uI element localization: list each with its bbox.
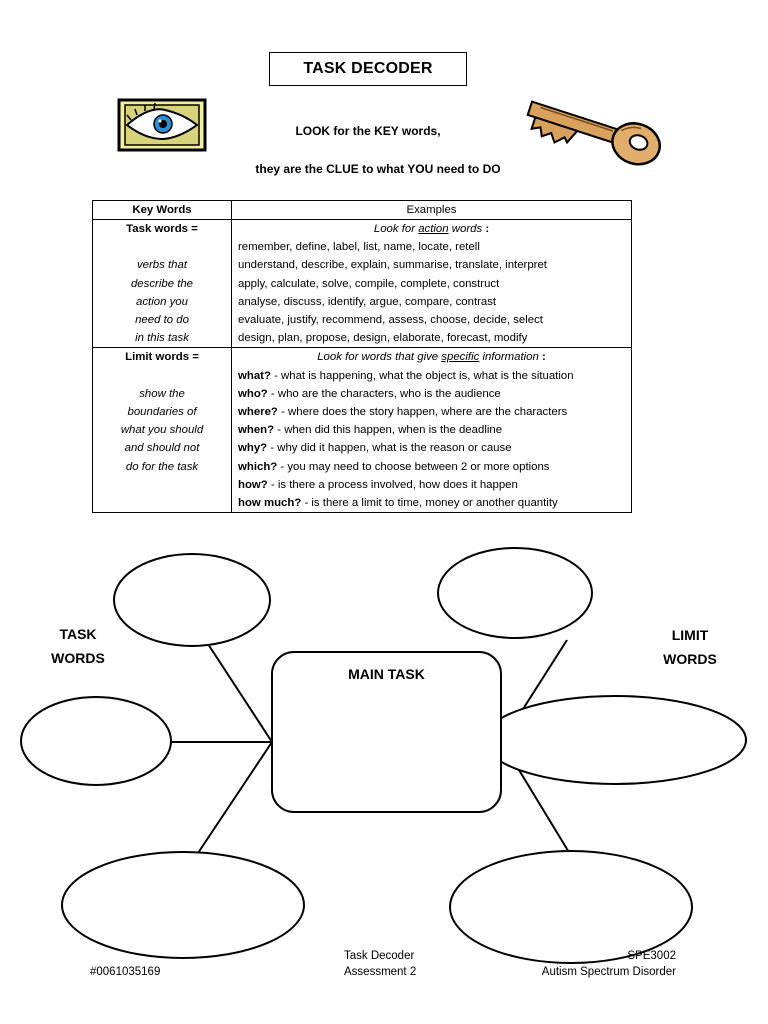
limit-intro: Look for words that give specific information : (317, 351, 546, 364)
limit-desc-line: what you should (120, 424, 204, 437)
task-example-line: remember, define, label, list, name, locate, retell (238, 241, 480, 254)
limit-example-line: where? - where does the story happen, where are the characters (238, 406, 568, 419)
header-line-2: they are the CLUE to what YOU need to DO (255, 162, 501, 176)
task-examples-cell (232, 220, 632, 348)
page-title: TASK DECODER (269, 52, 467, 86)
header-line-1: LOOK for the KEY words, (295, 124, 441, 138)
task-words-label: Task words = (126, 223, 198, 235)
task-word-ellipse[interactable] (114, 554, 270, 646)
task-example-line: design, plan, propose, design, elaborate, forecast, modify (238, 332, 528, 345)
limit-desc-line: boundaries of (127, 406, 197, 419)
limit-words-label: Limit words = (125, 351, 199, 364)
limit-words-row (93, 348, 632, 513)
eye-in-frame-icon (117, 98, 209, 154)
task-desc-line: action you (136, 295, 188, 308)
limit-desc-line: do for the task (125, 460, 199, 473)
limit-example-line: which? - you may need to choose between 2 or more options (238, 460, 550, 473)
limit-example-line: who? - who are the characters, who is the audience (238, 387, 501, 400)
limit-words-cell (93, 348, 232, 513)
connector-line (196, 742, 272, 856)
task-example-line: analyse, discuss, identify, argue, compare, contrast (238, 295, 497, 308)
key-words-table (92, 200, 632, 513)
limit-desc-line: and should not (124, 442, 200, 455)
footer-center: Task Decoder Assessment 2 (344, 950, 417, 978)
limit-example-line: when? - when did this happen, when is the deadline (238, 424, 503, 437)
limit-examples-cell (232, 348, 632, 513)
limit-example-line: what? - what is happening, what the object is, what is the situation (238, 369, 574, 382)
task-desc-line: describe the (130, 277, 194, 290)
connector-line (208, 644, 272, 742)
limit-example-line: how? - is there a process involved, how does it happen (238, 478, 518, 491)
main-task-label: MAIN TASK (348, 666, 425, 682)
task-words-label-diagram: TASK WORDS (51, 626, 105, 666)
task-desc-line: verbs that (136, 259, 188, 272)
task-desc-line: in this task (135, 332, 189, 345)
task-desc-line: need to do (135, 314, 189, 327)
task-example-line: evaluate, justify, recommend, assess, choose, decide, select (238, 314, 543, 327)
footer-right: SPE3002 Autism Spectrum Disorder (541, 950, 676, 978)
limit-example-line: how much? - is there a limit to time, money or another quantity (238, 497, 558, 510)
task-words-row (93, 220, 632, 348)
col-header-examples: Examples (232, 201, 632, 220)
footer-id: #0061035169 (90, 966, 161, 978)
limit-example-line: why? - why did it happen, what is the reason or cause (238, 442, 512, 455)
col-header-key-words: Key Words (93, 201, 232, 220)
task-decoder-diagram (0, 540, 768, 980)
task-words-cell (93, 220, 232, 348)
limit-words-label-diagram: LIMIT WORDS (663, 627, 717, 667)
limit-word-ellipse[interactable] (484, 696, 746, 784)
limit-desc-line: show the (139, 387, 185, 400)
task-word-ellipse[interactable] (21, 697, 171, 785)
limit-word-ellipse[interactable] (450, 851, 692, 963)
task-word-ellipse[interactable] (62, 852, 304, 958)
task-example-line: apply, calculate, solve, compile, complete, construct (238, 277, 500, 290)
limit-word-ellipse[interactable] (438, 548, 592, 638)
task-example-line: understand, describe, explain, summarise, translate, interpret (238, 259, 547, 272)
task-intro: Look for action words : (373, 223, 490, 235)
